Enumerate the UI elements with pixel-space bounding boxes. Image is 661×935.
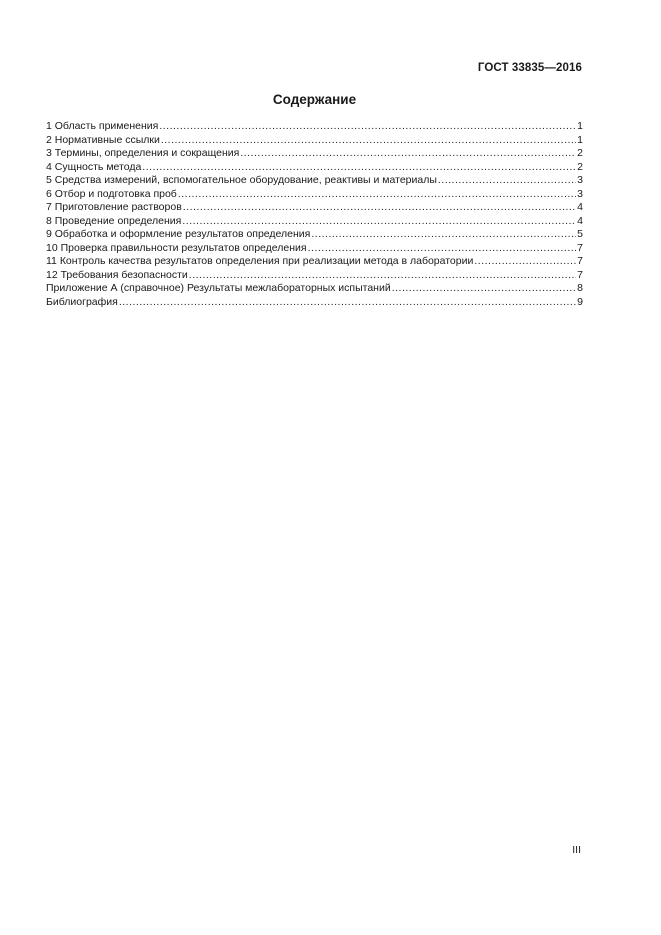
toc-entry-page: 3 [577, 174, 583, 186]
page-number: III [572, 844, 581, 856]
toc-entry-label: 2 Нормативные ссылки [46, 133, 160, 146]
toc-entry-page: 7 [577, 241, 583, 254]
toc-entry-page: 1 [577, 133, 583, 146]
toc-entry-page: 8 [577, 282, 583, 294]
toc-entry [46, 282, 583, 296]
toc-entry-label: 3 Термины, определения и сокращения [46, 147, 240, 159]
toc-entry-page: 2 [577, 160, 583, 173]
toc-entry [46, 201, 583, 215]
toc-entry-page: 5 [577, 228, 583, 240]
toc-entry-label: 11 Контроль качества результатов определения при реализации метода в лаборатории [46, 255, 474, 267]
toc-leader-dots [182, 215, 576, 229]
toc-entry-label: 7 Приготовление растворов [46, 201, 182, 213]
toc-entry-page: 4 [577, 214, 583, 227]
toc-entry-label: 1 Область применения [46, 120, 159, 132]
toc-entry [46, 188, 583, 202]
toc-entry [46, 161, 583, 175]
toc-leader-dots [474, 255, 576, 269]
toc-leader-dots [438, 174, 576, 188]
toc-leader-dots [178, 188, 576, 202]
document-code: ГОСТ 33835—2016 [477, 62, 582, 74]
toc-leader-dots [392, 282, 576, 296]
toc-entry-label: 12 Требования безопасности [46, 268, 188, 281]
toc-leader-dots [183, 201, 576, 215]
toc-entry [46, 120, 583, 134]
toc-entry-label: 4 Сущность метода [46, 160, 142, 173]
toc-entry [46, 269, 583, 283]
toc-entry [46, 215, 583, 229]
toc-entry-label: 10 Проверка правильности результатов определения [46, 241, 307, 254]
toc-entry-page: 2 [577, 147, 583, 159]
toc-entry [46, 134, 583, 148]
toc-entry [46, 242, 583, 256]
toc-entry [46, 296, 583, 310]
toc-leader-dots [119, 296, 576, 310]
toc-entry-page: 3 [577, 187, 583, 200]
toc-entry [46, 174, 583, 188]
toc-entry [46, 255, 583, 269]
toc-entry-label: 8 Проведение определения [46, 214, 182, 227]
toc-leader-dots [189, 269, 576, 283]
toc-list [46, 120, 583, 309]
toc-entry-page: 7 [577, 255, 583, 267]
toc-entry-label: Библиография [46, 295, 118, 308]
toc-leader-dots [240, 147, 576, 161]
toc-entry-label: Приложение А (справочное) Результаты межлабораторных испытаний [46, 282, 391, 294]
toc-entry-label: 9 Обработка и оформление результатов определения [46, 228, 311, 240]
toc-entry-label: 5 Средства измерений, вспомогательное оборудование, реактивы и материалы [46, 174, 437, 186]
toc-entry-page: 7 [577, 268, 583, 281]
toc-entry [46, 147, 583, 161]
toc-entry-page: 1 [577, 120, 583, 132]
toc-leader-dots [142, 161, 576, 175]
toc-entry [46, 228, 583, 242]
toc-entry-page: 4 [577, 201, 583, 213]
toc-leader-dots [311, 228, 576, 242]
toc-leader-dots [308, 242, 577, 256]
toc-leader-dots [159, 120, 576, 134]
toc-entry-page: 9 [577, 295, 583, 308]
toc-title: Содержание [272, 92, 357, 107]
toc-leader-dots [161, 134, 576, 148]
toc-entry-label: 6 Отбор и подготовка проб [46, 187, 177, 200]
